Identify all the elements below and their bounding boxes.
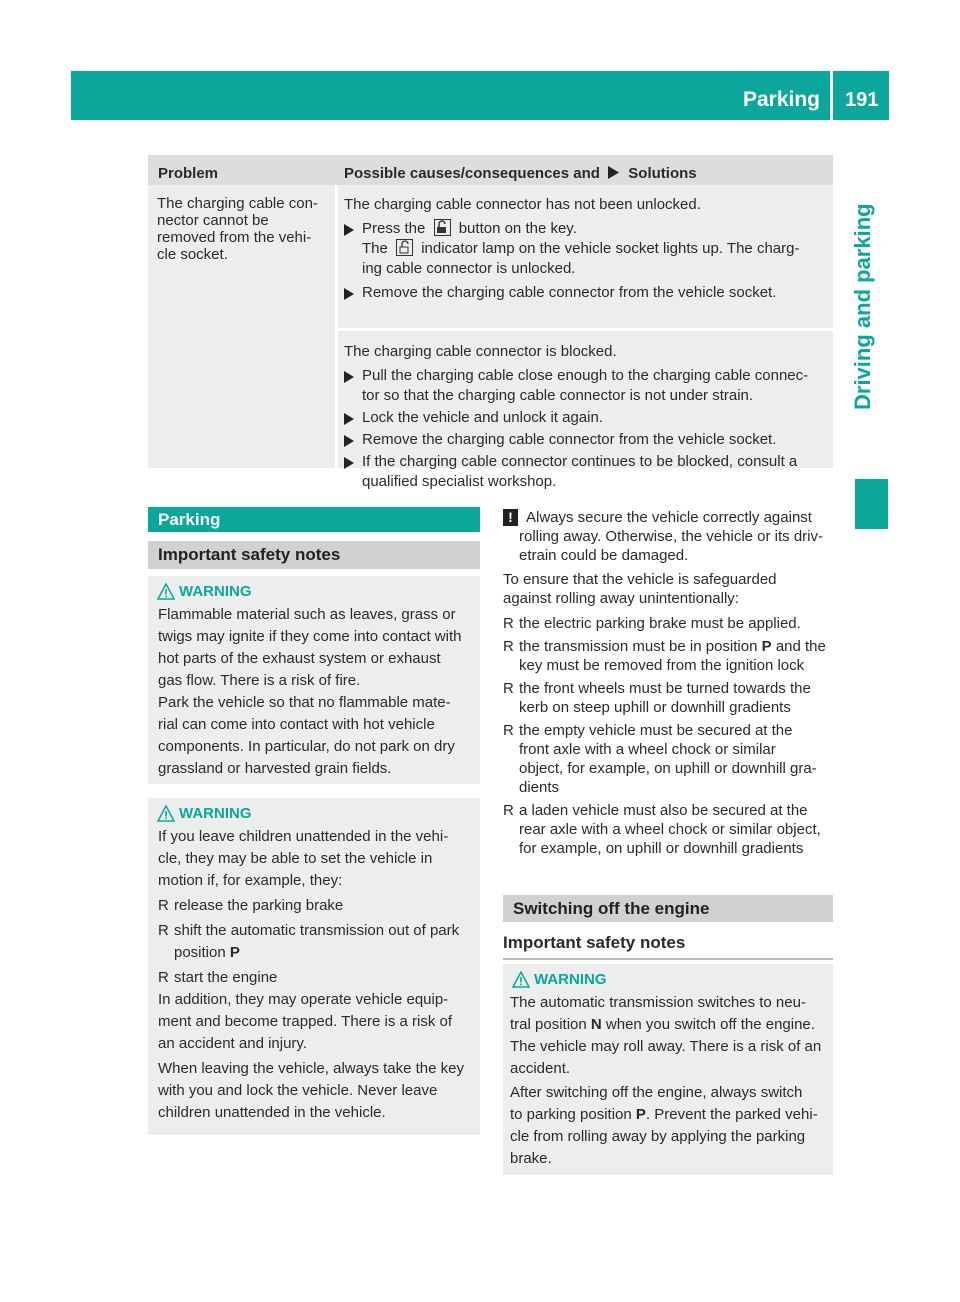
- subsection-heading: Important safety notes: [503, 933, 686, 952]
- warning-body: [503, 990, 833, 1170]
- text-line: twigs may ignite if they come into contact with: [158, 628, 462, 645]
- text-line: The automatic transmission switches to neu-: [510, 994, 806, 1011]
- step-text: qualified specialist workshop.: [362, 473, 557, 490]
- solution-step: [344, 366, 829, 406]
- column-header-solutions: [344, 163, 697, 184]
- text-fragment: . Prevent the parked vehi-: [645, 1106, 818, 1123]
- safeguard-list: [503, 570, 838, 858]
- solution-step: [344, 283, 829, 303]
- section-heading-switch-off-engine: Switching off the engine: [503, 895, 833, 922]
- gear-position-p: P: [635, 1106, 646, 1123]
- arrow-right-icon: [344, 413, 354, 425]
- step-text: Press the: [362, 220, 426, 237]
- column-header-solutions-label: Solutions: [628, 165, 697, 182]
- text-line: Park the vehicle so that no flammable mate-: [158, 694, 451, 711]
- list-item: [503, 679, 838, 717]
- note-line: etrain could be damaged.: [519, 547, 689, 564]
- cause-text: The charging cable connector is blocked.: [344, 343, 617, 360]
- step-text: If the charging cable connector continues to be blocked, consult a: [362, 453, 798, 470]
- list-item-text: kerb on steep uphill or downhill gradients: [519, 699, 791, 716]
- text-line: accident.: [510, 1060, 571, 1077]
- bullet-icon: R: [158, 969, 169, 986]
- list-item: [503, 614, 838, 633]
- text-line: [510, 1014, 833, 1036]
- list-item: [503, 801, 838, 858]
- note-line: rolling away. Otherwise, the vehicle or its driv-: [519, 528, 823, 545]
- unlock-icon: [434, 219, 451, 236]
- text-line: rial can come into contact with hot vehicle: [158, 716, 435, 733]
- text-line: [510, 1104, 833, 1126]
- text-line: against rolling away unintentionally:: [503, 590, 739, 607]
- solution-step: [344, 408, 829, 428]
- text-line: with you and lock the vehicle. Never leave: [158, 1082, 438, 1099]
- list-item-text: object, for example, on uphill or downhill gra-: [519, 760, 817, 777]
- solution-step: [344, 219, 829, 279]
- problem-line: The charging cable con-: [157, 195, 318, 212]
- bullet-icon: R: [503, 615, 514, 632]
- table-body: [148, 185, 833, 490]
- gear-position-p: P: [761, 638, 772, 655]
- list-item: [503, 637, 838, 675]
- step-text: ing cable connector is unlocked.: [362, 260, 576, 277]
- text-line: grassland or harvested grain fields.: [158, 760, 392, 777]
- section-heading-parking: Parking: [148, 507, 480, 532]
- warning-body: [148, 602, 480, 780]
- text-line: The vehicle may roll away. There is a risk of an: [510, 1038, 822, 1055]
- arrow-right-icon: [344, 435, 354, 447]
- column-divider: [335, 185, 338, 468]
- text-line: motion if, for example, they:: [158, 872, 343, 889]
- text-line: ment and become trapped. There is a risk of: [158, 1013, 453, 1030]
- text-fragment: tral position: [510, 1016, 587, 1033]
- property-damage-note: [503, 508, 835, 565]
- warning-label: WARNING: [179, 583, 252, 600]
- arrow-right-icon: [608, 166, 620, 179]
- list-item-text: shift the automatic transmission out of park: [174, 922, 460, 939]
- arrow-right-icon: [344, 288, 354, 300]
- list-item: [158, 920, 480, 964]
- unlock-indicator-icon: [396, 239, 413, 256]
- solution-step: [344, 430, 829, 450]
- gear-position-p: P: [229, 944, 240, 961]
- list-item-text: dients: [519, 779, 560, 796]
- warning-box-fire: [148, 576, 480, 784]
- step-text: Lock the vehicle and unlock it again.: [362, 409, 603, 426]
- text-line: an accident and injury.: [158, 1035, 307, 1052]
- warning-triangle-icon: [157, 805, 175, 822]
- bullet-icon: R: [158, 922, 169, 939]
- arrow-right-icon: [344, 224, 354, 236]
- step-text: Remove the charging cable connector from the vehicle socket.: [362, 431, 777, 448]
- bullet-icon: R: [503, 802, 514, 819]
- list-item-text: key must be removed from the ignition lock: [519, 657, 805, 674]
- text-line: In addition, they may operate vehicle equip-: [158, 991, 449, 1008]
- list-item-text: the electric parking brake must be applied.: [519, 615, 801, 632]
- list-item-text: start the engine: [174, 969, 278, 986]
- chapter-marker: [855, 479, 888, 529]
- problem-line: removed from the vehi-: [157, 229, 312, 246]
- chapter-side-tab: Driving and parking: [850, 203, 875, 410]
- gear-position-n: N: [590, 1016, 602, 1033]
- bullet-icon: R: [158, 897, 169, 914]
- warning-heading: [148, 581, 480, 602]
- list-item-text: release the parking brake: [174, 897, 344, 914]
- text-line: children unattended in the vehicle.: [158, 1104, 386, 1121]
- text-line: When leaving the vehicle, always take the key: [158, 1060, 464, 1077]
- row-separator: [338, 328, 833, 331]
- warning-box-children: [148, 798, 480, 1135]
- exclamation-icon: !: [503, 509, 518, 526]
- list-item: [158, 895, 480, 917]
- step-text: Remove the charging cable connector from the vehicle socket.: [362, 284, 777, 301]
- step-text: button on the key.: [458, 220, 577, 237]
- text-line: hot parts of the exhaust system or exhaust: [158, 650, 441, 667]
- text-line: If you leave children unattended in the vehi-: [158, 828, 449, 845]
- text-line: gas flow. There is a risk of fire.: [158, 672, 361, 689]
- list-item-text: front axle with a wheel chock or similar: [519, 741, 776, 758]
- warning-heading: [503, 969, 833, 990]
- text-line: After switching off the engine, always switch: [510, 1084, 803, 1101]
- list-item: [503, 721, 838, 797]
- step-text: The: [362, 240, 388, 257]
- solution-step: [344, 452, 829, 492]
- arrow-right-icon: [344, 457, 354, 469]
- running-header-title: Parking: [742, 88, 820, 111]
- list-item-text: a laden vehicle must also be secured at the: [519, 802, 808, 819]
- list-item-text: position: [174, 944, 226, 961]
- list-item-text: the front wheels must be turned towards the: [519, 680, 811, 697]
- list-item: [158, 967, 480, 989]
- warning-label: WARNING: [534, 971, 607, 988]
- arrow-right-icon: [344, 371, 354, 383]
- header-divider: [830, 71, 833, 120]
- heading-underline: [503, 958, 833, 960]
- bullet-icon: R: [503, 722, 514, 739]
- warning-triangle-icon: [157, 583, 175, 600]
- text-line: cle from rolling away by applying the parking: [510, 1128, 806, 1145]
- subsection-heading: Important safety notes: [148, 541, 480, 569]
- column-header-problem: Problem: [158, 165, 219, 182]
- warning-body: [148, 824, 480, 1124]
- note-line: [503, 508, 835, 527]
- text-line: Flammable material such as leaves, grass or: [158, 606, 456, 623]
- solution-group-1: [344, 195, 829, 303]
- list-item-text: the transmission must be in position: [519, 638, 758, 655]
- list-item-text: the empty vehicle must be secured at the: [519, 722, 793, 739]
- page-number: 191: [845, 89, 879, 111]
- text-line: components. In particular, do not park on dry: [158, 738, 455, 755]
- problem-line: nector cannot be: [157, 212, 269, 229]
- column-header-text: Possible causes/consequences and: [344, 165, 600, 182]
- list-item-text: for example, on uphill or downhill gradients: [519, 840, 804, 857]
- warning-label: WARNING: [179, 805, 252, 822]
- bullet-icon: R: [503, 638, 514, 655]
- step-text: indicator lamp on the vehicle socket lights up. The charg-: [421, 240, 800, 257]
- text-fragment: to parking position: [510, 1106, 632, 1123]
- text-line: cle, they may be able to set the vehicle in: [158, 850, 433, 867]
- warning-box-rollaway: [503, 964, 833, 1175]
- table-header-row: [148, 155, 833, 185]
- problem-line: cle socket.: [157, 246, 228, 263]
- list-item-text: rear axle with a wheel chock or similar object,: [519, 821, 821, 838]
- step-text: Pull the charging cable close enough to the charging cable connec-: [362, 367, 809, 384]
- note-text: Always secure the vehicle correctly against: [526, 509, 812, 526]
- problem-cell: [148, 185, 335, 468]
- text-line: To ensure that the vehicle is safeguarded: [503, 571, 777, 588]
- solution-group-2: [344, 342, 829, 492]
- text-line: brake.: [510, 1150, 552, 1167]
- cause-text: The charging cable connector has not been unlocked.: [344, 196, 701, 213]
- text-fragment: when you switch off the engine.: [605, 1016, 815, 1033]
- warning-heading: [148, 803, 480, 824]
- bullet-icon: R: [503, 680, 514, 697]
- list-item-text: and the: [775, 638, 826, 655]
- warning-triangle-icon: [512, 971, 530, 988]
- troubleshooting-table: [148, 155, 833, 490]
- step-text: tor so that the charging cable connector is not under strain.: [362, 387, 754, 404]
